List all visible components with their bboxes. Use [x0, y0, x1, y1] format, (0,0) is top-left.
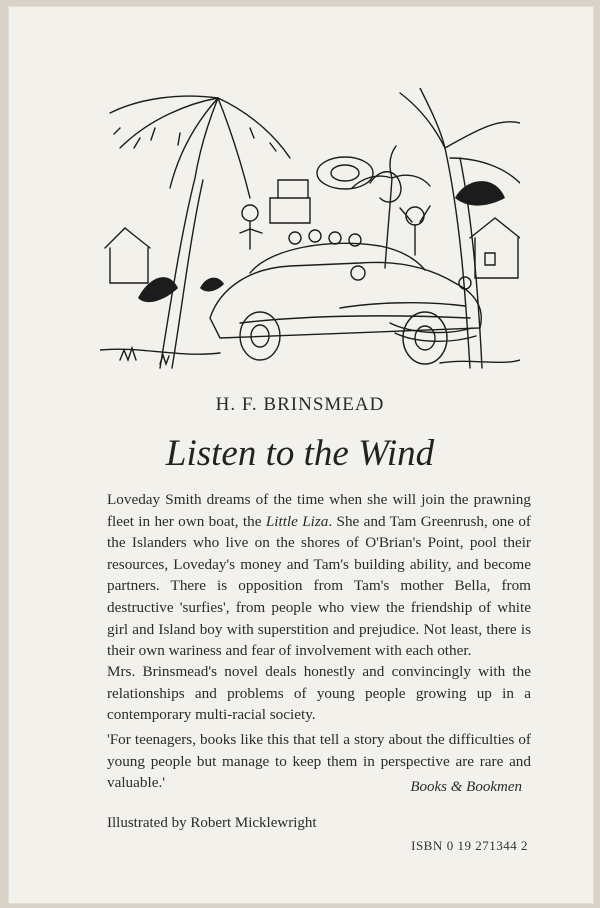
- book-title: Listen to the Wind: [165, 433, 435, 474]
- blurb-text: . She and Tam Greenrush, one of the Islanders who live on the shores of O'Brian's Point, pool their resources, Loveday's money and Tam's building ability, and become partners. There is opposition from Tam's mother Bella, from destructive 'surfies', from people who view the friendship of white girl and Island boy with superstition and prejudice. Not least, there is their own wariness and fear of involvement with each other.: [107, 512, 531, 660]
- isbn: [411, 838, 532, 854]
- boat-name: Little Liza: [265, 512, 329, 530]
- isbn-number: 0 19 271344 2: [446, 838, 528, 853]
- blurb-text: Loveday Smith dreams of the time when she will join the prawning fleet in her own boat, the: [107, 491, 531, 530]
- quote-source: Books & Bookmen: [410, 779, 522, 795]
- blurb-paragraph-2: Mrs. Brinsmead's novel deals honestly and convincingly with the relationships and problems of young people growing up in a contemporary multi-racial society.: [107, 663, 531, 724]
- blurb-paragraph-1: [107, 489, 531, 662]
- illustrator-credit: Illustrated by Robert Micklewright: [107, 815, 317, 831]
- isbn-label: ISBN: [411, 838, 443, 853]
- author-name: H. F. BRINSMEAD: [215, 394, 385, 415]
- car-palm-trees-illustration: [100, 88, 520, 373]
- review-quote: 'For teenagers, books like this that tell a story about the difficulties of young people but manage to keep them in perspective are rare and valuable.': [107, 731, 531, 792]
